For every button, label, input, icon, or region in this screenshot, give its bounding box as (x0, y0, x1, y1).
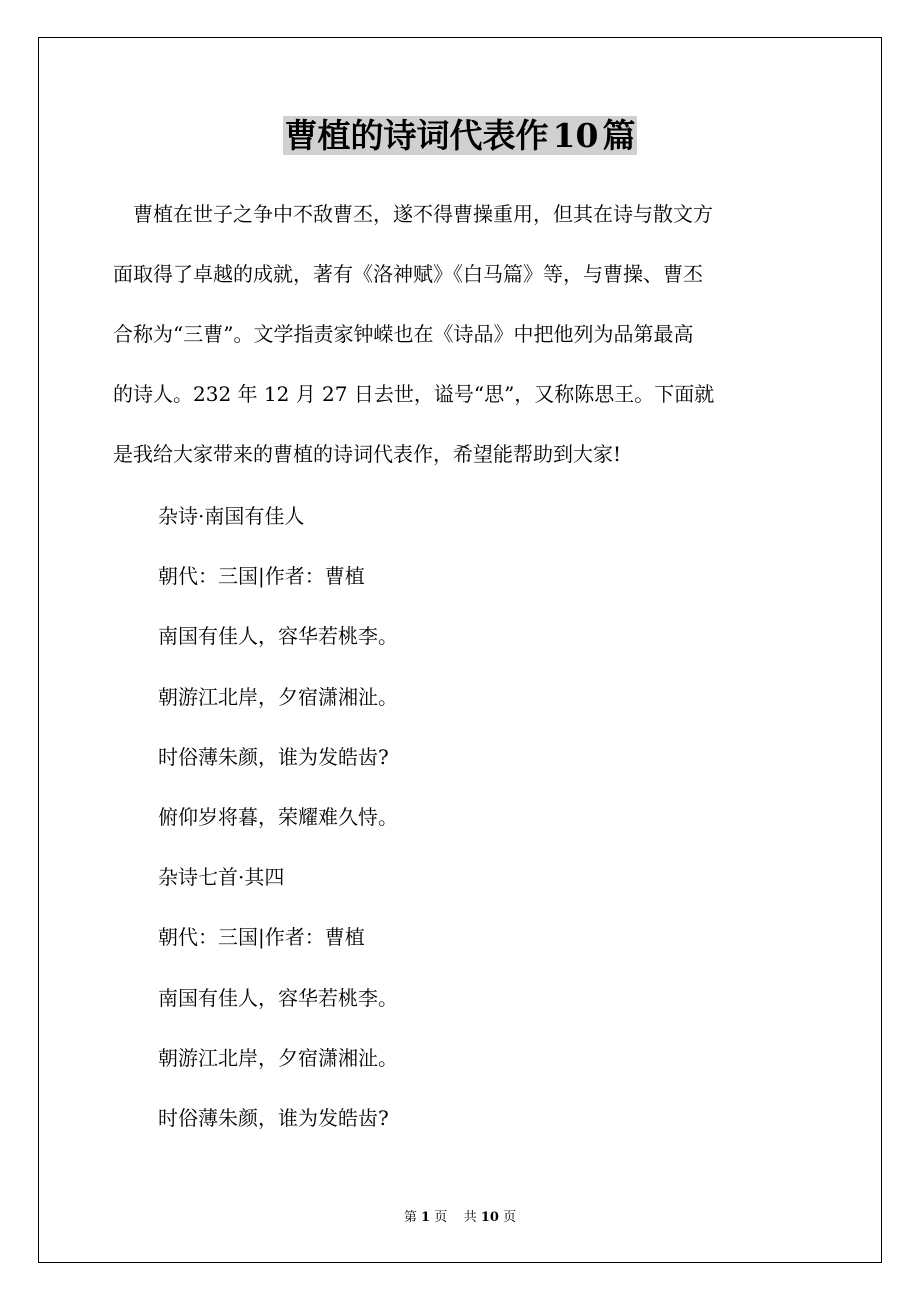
poem-section (158, 486, 838, 1148)
poem-line: 南国有佳人，容华若桃李。 (158, 624, 398, 649)
intro-line: 的诗人。232 年 12 月 27 日去世，谥号“思”，又称陈思王。下面就 (113, 382, 715, 406)
title-number: 10 (552, 116, 599, 155)
poem-line: 俯仰岁将暮，荣耀难久恃。 (158, 804, 398, 829)
poem-meta: 朝代：三国|作者：曹植 (158, 564, 365, 589)
footer-page-prefix: 第 (403, 1210, 417, 1225)
poem-line: 朝游江北岸，夕宿潇湘沚。 (158, 684, 398, 709)
footer-page-number: 1 (421, 1210, 431, 1225)
poem-line: 时俗薄朱颜，谁为发皓齿? (158, 1105, 389, 1130)
poem-line: 南国有佳人，容华若桃李。 (158, 985, 398, 1010)
poem-title: 杂诗·南国有佳人 (158, 504, 305, 528)
intro-paragraph (113, 184, 813, 484)
poem-meta: 朝代：三国|作者：曹植 (158, 925, 365, 950)
footer-total-pages: 10 (480, 1210, 499, 1225)
poem-line: 朝游江北岸，夕宿潇湘沚。 (158, 1045, 398, 1070)
poem-title: 杂诗七首·其四 (158, 865, 285, 890)
intro-line: 面取得了卓越的成就，著有《洛神赋》《白马篇》等，与曹操、曹丕 (113, 262, 703, 286)
title-suffix: 篇 (602, 116, 636, 155)
footer-page-suffix: 页 (434, 1210, 448, 1225)
intro-line: 合称为“三曹”。文学指责家钟嵘也在《诗品》中把他列为品第最高 (113, 322, 694, 346)
poem-line: 时俗薄朱颜，谁为发皓齿? (158, 744, 389, 769)
document-title (0, 112, 920, 160)
title-text: 曹植的诗词代表作 (284, 116, 549, 155)
footer-total-suffix: 页 (503, 1210, 517, 1225)
footer-total-prefix: 共 (463, 1210, 477, 1225)
page-footer (0, 1206, 920, 1225)
intro-line: 是我给大家带来的曹植的诗词代表作，希望能帮助到大家! (113, 442, 622, 466)
intro-line: 曹植在世子之争中不敌曹丕，遂不得曹操重用，但其在诗与散文方 (113, 202, 713, 226)
